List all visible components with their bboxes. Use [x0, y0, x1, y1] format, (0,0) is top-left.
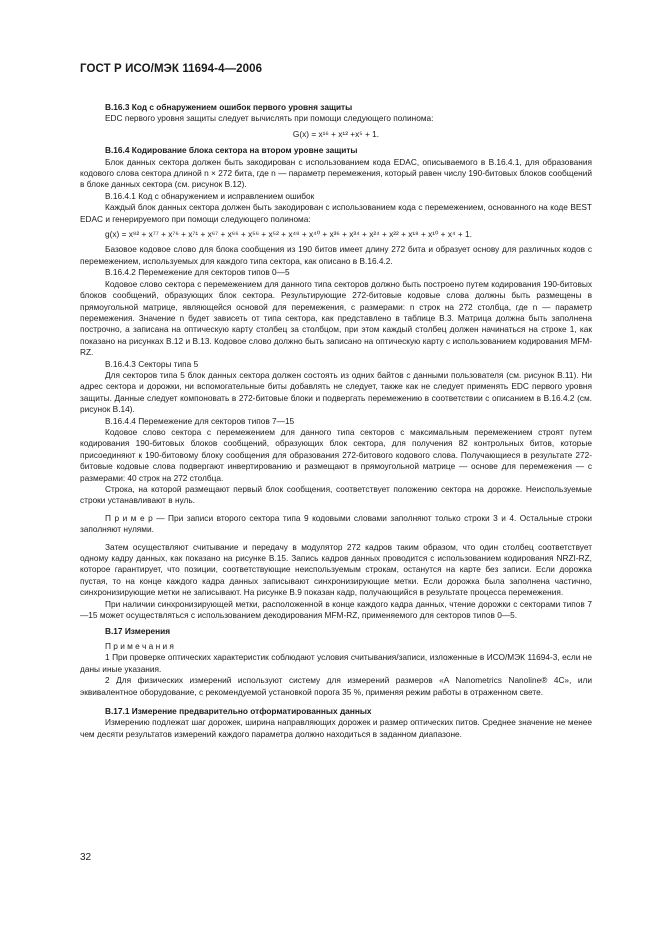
paragraph: Измерению подлежат шаг дорожек, ширина направляющих дорожек и размер оптических питов. Среднее значение не менее чем десяти результатов измерений каждого параметра должно находиться в заданном диапазоне. [80, 717, 592, 739]
paragraph: При наличии синхронизирующей метки, расположенной в конце каждого кадра данных, чтение дорожки с секторами типов 7—15 может осуществляться с использованием декодирования MFM-RZ, применяемого для секторов типов 0—5. [80, 598, 592, 621]
page-content [80, 97, 592, 740]
section-heading: В.17 Измерения [105, 626, 171, 637]
section-heading: В.16.4 Кодирование блока сектора на втором уровне защиты [105, 145, 358, 156]
subsection-heading: В.16.4.4 Перемежение для секторов типов 7—15 [105, 415, 295, 426]
paragraph: Базовое кодовое слово для блока сообщения из 190 битов имеет длину 272 бита и образует основу для различных кодов с перемежением, используемых для каждого типа сектора, как описано в В.16.4.2. [80, 244, 592, 266]
paragraph: Каждый блок данных сектора должен быть закодирован с использованием кода с перемежением, основанного на коде BEST EDAC и генерируемого при помощи следующего полинома: [80, 202, 592, 224]
note: 2 Для физических измерений используют систему для измерений размеров «A Nanometrics Nanoline® 4C», или эквивалентное оборудование, с рекомендуемой установкой порога 35 %, применяя режим работы в отраженном свете. [80, 675, 592, 697]
paragraph: Для секторов типа 5 блок данных сектора должен состоять из одних байтов с данными пользователя (см. рисунок В.11). Ни адрес сектора и дорожки, ни вспомогательные биты добавлять не следует, также как не следует применять EDC первого уровня защиты. Данные следует компоновать в 272-битовые блоки и подвергать перемежению в соответствии с описанием в В.16.4.2 (см. рисунок В.14). [80, 369, 592, 415]
example-text: — При записи второго сектора типа 9 кодовыми словами заполняют только строки 3 и 4. Остальные строки заполняют нулями. [80, 512, 593, 535]
formula-edac: g(x) = x⁸² + x⁷⁷ + x⁷⁶ + x⁷¹ + x⁶⁷ + x⁶⁶ + x⁵⁶ + x⁵² + x⁴⁸ + x⁴⁰ + x³⁶ + x³⁴ + x²⁴ + x²² + x¹⁸ + x¹⁰ + x⁴ + 1. [105, 229, 472, 240]
paragraph: Строка, на которой размещают первый блок сообщения, соответствует положению сектора на дорожке. Неиспользуемые строки устанавливают в нуль. [80, 484, 592, 506]
subsection-heading: В.16.4.2 Перемежение для секторов типов 0—5 [105, 267, 290, 278]
section-heading: В.16.3 Код с обнаружением ошибок первого уровня защиты [105, 102, 353, 112]
paragraph: Кодовое слово сектора с перемежением для данного типа секторов должно быть построено путем кодирования 190-битовых блоков сообщений, образующих блок сектора. Результирующие 272-битовые кодовые слова должны быть размещены в прямоугольной матрице, являющейся основой для перемежения, с размерами: n строк на 272 столбца, где n — параметр перемежения. Значение n будет зависеть от типа сектора, как представлено в таблице В.3. Матрица должна быть заполнена построчно, а записана на оптическую карту столбец за столбцом, при этом каждый столбец должен начинаться на строке 1, как показано на рисунках В.12 и В.13. Кодовое слово должно быть записано на оптическую карту с использованием кодирования MFM-RZ. [80, 278, 592, 358]
page-header: ГОСТ Р ИСО/МЭК 11694-4—2006 [80, 63, 263, 75]
example [80, 513, 592, 536]
notes-label: П р и м е ч а н и я [105, 640, 174, 651]
paragraph: Затем осуществляют считывание и передачу в модулятор 272 кадров таким образом, что один столбец соответствует одному кадру данных, как показано на рисунке В.15. Запись кадров данных проводится с использованием кодирования NRZI-RZ, которое гарантирует, что позиции, соответствующие неиспользуемым строкам, останутся на карте без записи. Если дорожка пустая, то на конце каждого кадра данных записывают синхронизирующие метки. Если дорожка была заполнена частично, синхронизирующие метки не записывают. На рисунке В.9 показан кадр, получающийся в результате процесса перемежения. [80, 541, 592, 598]
section-heading: В.17.1 Измерение предварительно отформатированных данных [105, 705, 372, 716]
page-number: 32 [80, 852, 92, 863]
paragraph: Кодовое слово сектора с перемежением для данного типа секторов с максимальным перемежением строят путем кодирования 190-битовых блоков сообщений, образующих блок сектора, для получения 82 контрольных битов, которые присоединяют к 190-битовому блоку сообщения для образования 272-битового кодового слова. Получающиеся в результате 272-битовые кодовые слова подвергают инвертированию и размещают в прямоугольной матрице — основе для перемежения — с размерами: 40 строк на 272 столбца. [80, 426, 592, 483]
formula-edc: G(x) = x¹⁶ + x¹² +x⁵ + 1. [292, 128, 380, 139]
paragraph: EDC первого уровня защиты следует вычислять при помощи следующего полинома: [105, 113, 434, 124]
paragraph: Блок данных сектора должен быть закодирован с использованием кода EDAC, описываемого в В.16.4.1, для образования кодового слова сектора длиной n × 272 бита, где n — параметр перемежения, который равен числу 190-битовых блоков сообщений в блоке данных сектора (см. рисунок В.12). [80, 156, 592, 190]
subsection-heading: В.16.4.3 Секторы типа 5 [105, 358, 199, 369]
note: 1 При проверке оптических характеристик соблюдают условия считывания/записи, изложенные в ИСО/МЭК 11694-3, если не даны иные указания. [80, 652, 592, 674]
subsection-heading: В.16.4.1 Код с обнаружением и исправлением ошибок [105, 190, 315, 201]
example-label: П р и м е р [105, 512, 153, 523]
